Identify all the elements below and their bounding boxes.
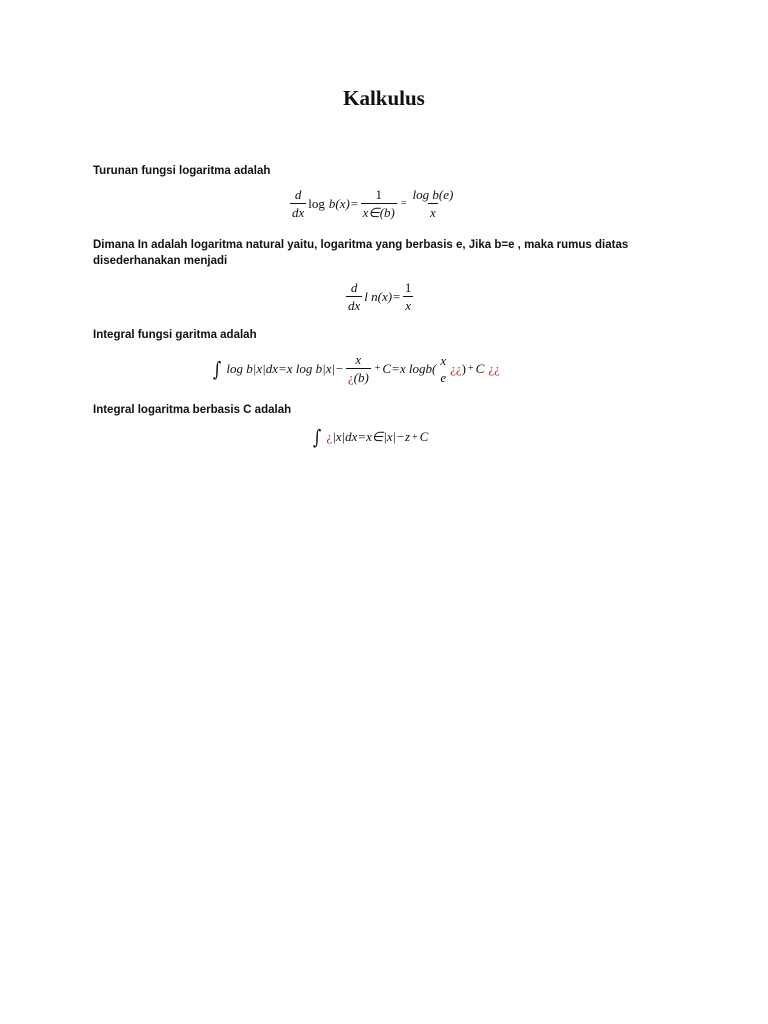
fraction-logbe-over-x: $\frac{\text{log b(e)}}{x}$: [412, 187, 454, 220]
equation-derivative-ln: $\frac{d}{dx}$ l n(x)= $\frac{1}{x}$: [348, 280, 412, 313]
equation-derivative-log: $\frac{d}{dx}$ log b(x)= $\frac{1}{x\in(b)}$ = $\frac{\text{log b(e)}}{x}$: [292, 187, 454, 220]
fraction-d-dx: $\frac{d}{dx}$: [292, 187, 305, 220]
integral-sign-2: ∫: [313, 425, 322, 449]
page-title: Kalkulus: [343, 86, 425, 110]
fraction-one-over: $\frac{1}{x\in(b)}$: [362, 187, 395, 220]
fraction-x-over-e: x e: [440, 352, 447, 385]
paragraph-derivative-intro: Turunan fungsi logaritma adalah: [93, 165, 271, 177]
equation-integral-base-c: ∫ ¿ |x|dx=x∈|x|−z + C: [313, 425, 429, 449]
paragraph-integral-base-c: Integral logaritma berbasis C adalah: [93, 404, 292, 416]
paragraph-integral-intro: Integral fungsi garitma adalah: [93, 329, 257, 341]
equation-integral-log: ∫ log b|x|dx=x log b|x|− $\frac{x}{¿(b)}$ + C=x logb( x e ¿¿ ) + C ¿¿: [213, 352, 500, 385]
fraction-x-over-b: $\frac{x}{¿(b)}$: [347, 352, 369, 385]
fraction-one-over-x: $\frac{1}{x}$: [404, 280, 412, 313]
paragraph-natural-log: Dimana In adalah logaritma natural yaitu, logaritma yang berbasis e, Jika b=e , maka rumus diatas disederhanakan menjadi: [93, 239, 629, 267]
integral-sign: ∫: [213, 356, 222, 381]
fraction-d-dx-2: $\frac{d}{dx}$: [348, 280, 361, 313]
